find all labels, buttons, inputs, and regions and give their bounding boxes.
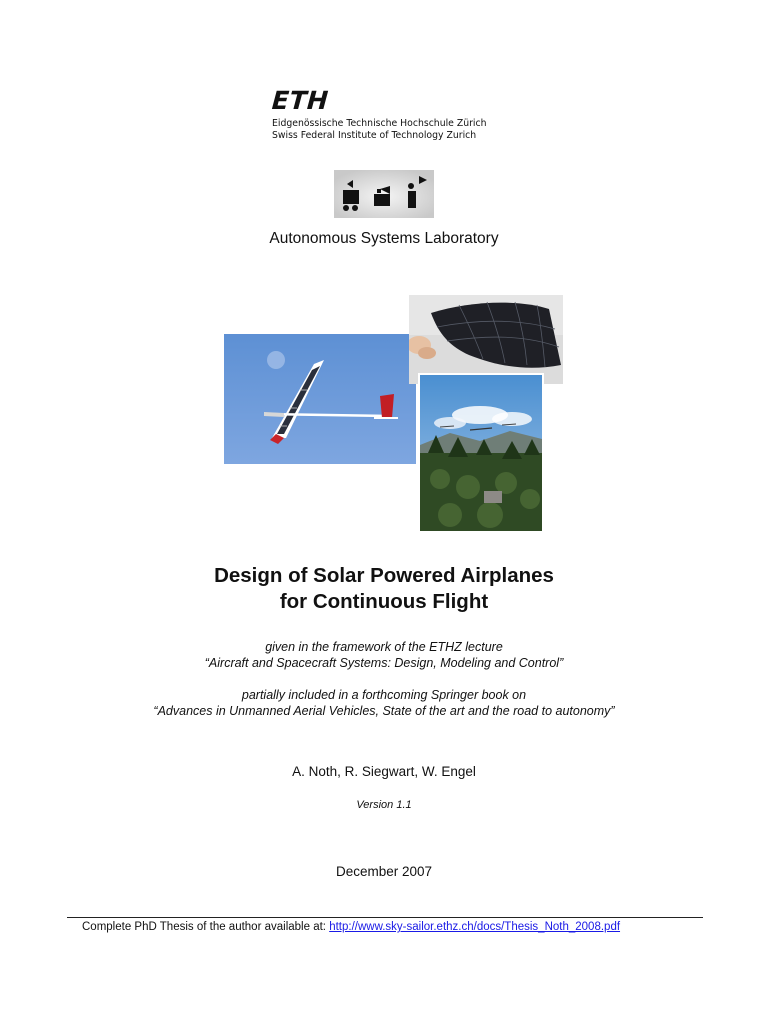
title-line-2: for Continuous Flight (279, 590, 489, 613)
lecture-context (0, 639, 768, 671)
eth-name-english: Swiss Federal Institute of Technology Zurich (272, 130, 477, 141)
version: Version 1.1 (356, 799, 412, 811)
book-intro: partially included in a forthcoming Springer book on (241, 688, 527, 702)
footnote-text: Complete PhD Thesis of the author available at: (82, 921, 330, 933)
eth-name-german: Eidgenössische Technische Hochschule Zürich (272, 118, 487, 129)
solar-glider-photo (224, 334, 416, 464)
eth-wordmark: ETH (270, 86, 330, 115)
lecture-intro: given in the framework of the ETHZ lecture (265, 640, 503, 654)
solar-panel-photo (409, 295, 563, 384)
lecture-title: “Aircraft and Spacecraft Systems: Design, Modeling and Control” (204, 656, 564, 670)
book-title: “Advances in Unmanned Aerial Vehicles, State of the art and the road to autonomy” (153, 704, 615, 718)
asl-logo (334, 170, 434, 218)
footnote (82, 920, 620, 934)
date: December 2007 (335, 864, 433, 879)
thesis-link[interactable]: http://www.sky-sailor.ethz.ch/docs/Thesis_Noth_2008.pdf (329, 921, 621, 933)
footer-divider (67, 917, 703, 918)
authors: A. Noth, R. Siegwart, W. Engel (292, 764, 476, 779)
lab-name: Autonomous Systems Laboratory (269, 230, 499, 247)
forest-flight-photo (418, 373, 544, 533)
title-line-1: Design of Solar Powered Airplanes (214, 564, 554, 587)
book-context (0, 687, 768, 719)
eth-logo (272, 88, 512, 150)
document-title (0, 563, 768, 615)
